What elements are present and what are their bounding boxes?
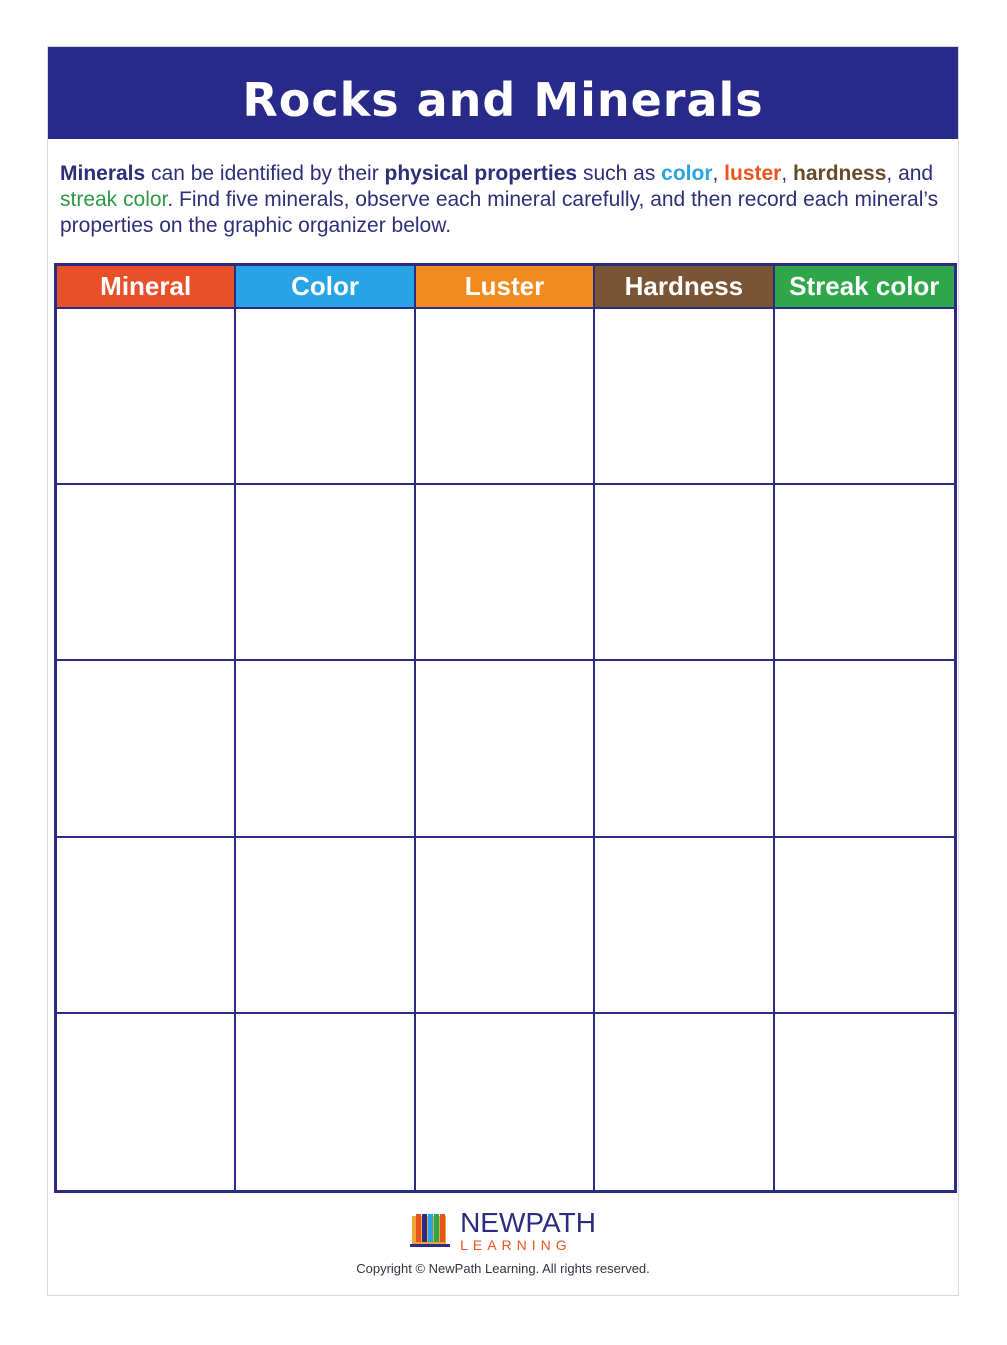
intro-term-luster: luster xyxy=(724,162,782,185)
entry-cell-mineral[interactable] xyxy=(57,309,236,485)
footer xyxy=(48,1206,958,1276)
entry-cell-hardness[interactable] xyxy=(595,838,774,1014)
column-header-mineral: Mineral xyxy=(57,266,236,309)
entry-cell-luster[interactable] xyxy=(416,485,595,661)
entry-cell-streak-color[interactable] xyxy=(775,661,954,837)
entry-cell-hardness[interactable] xyxy=(595,1014,774,1190)
entry-cell-luster[interactable] xyxy=(416,661,595,837)
entry-cell-streak-color[interactable] xyxy=(775,838,954,1014)
entry-cell-hardness[interactable] xyxy=(595,485,774,661)
intro-text: . Find five minerals, observe each mineral carefully, and then record each mineral’s properties on the graphic organizer below. xyxy=(60,188,939,237)
logo-subtitle: LEARNING xyxy=(460,1236,572,1253)
entry-cell-color[interactable] xyxy=(236,309,415,485)
column-header-hardness: Hardness xyxy=(595,266,774,309)
entry-cell-mineral[interactable] xyxy=(57,661,236,837)
graphic-organizer-table xyxy=(54,263,957,1193)
entry-cell-hardness[interactable] xyxy=(595,661,774,837)
entry-cell-color[interactable] xyxy=(236,485,415,661)
column-header-color: Color xyxy=(236,266,415,309)
column-header-streak-color: Streak color xyxy=(775,266,954,309)
entry-cell-color[interactable] xyxy=(236,1014,415,1190)
intro-term-color: color xyxy=(661,162,713,185)
intro-term-streak-color: streak color xyxy=(60,188,168,211)
intro-text: , and xyxy=(886,162,934,185)
entry-cell-mineral[interactable] xyxy=(57,485,236,661)
instructions-paragraph xyxy=(60,161,950,239)
entry-cell-hardness[interactable] xyxy=(595,309,774,485)
intro-text: , xyxy=(781,162,794,185)
page-title: Rocks and Minerals xyxy=(242,73,764,127)
entry-cell-color[interactable] xyxy=(236,838,415,1014)
intro-term-hardness: hardness xyxy=(793,162,887,185)
entry-cell-streak-color[interactable] xyxy=(775,309,954,485)
copyright-notice: Copyright © NewPath Learning. All rights reserved. xyxy=(356,1261,650,1276)
intro-text: , xyxy=(712,162,725,185)
title-banner xyxy=(48,47,958,139)
intro-text: can be identified by their xyxy=(145,162,385,185)
entry-cell-luster[interactable] xyxy=(416,309,595,485)
entry-cell-color[interactable] xyxy=(236,661,415,837)
entry-cell-luster[interactable] xyxy=(416,838,595,1014)
entry-cell-mineral[interactable] xyxy=(57,1014,236,1190)
entry-cell-streak-color[interactable] xyxy=(775,1014,954,1190)
intro-term-physical-properties: physical properties xyxy=(384,162,578,185)
intro-text: such as xyxy=(577,162,662,185)
books-logo-icon xyxy=(410,1210,454,1250)
intro-term-minerals: Minerals xyxy=(60,162,146,185)
logo-wordmark: NEWPATH xyxy=(460,1206,596,1238)
newpath-logo xyxy=(410,1206,596,1253)
column-header-luster: Luster xyxy=(416,266,595,309)
entry-cell-mineral[interactable] xyxy=(57,838,236,1014)
entry-cell-luster[interactable] xyxy=(416,1014,595,1190)
worksheet-page xyxy=(47,46,959,1296)
entry-cell-streak-color[interactable] xyxy=(775,485,954,661)
